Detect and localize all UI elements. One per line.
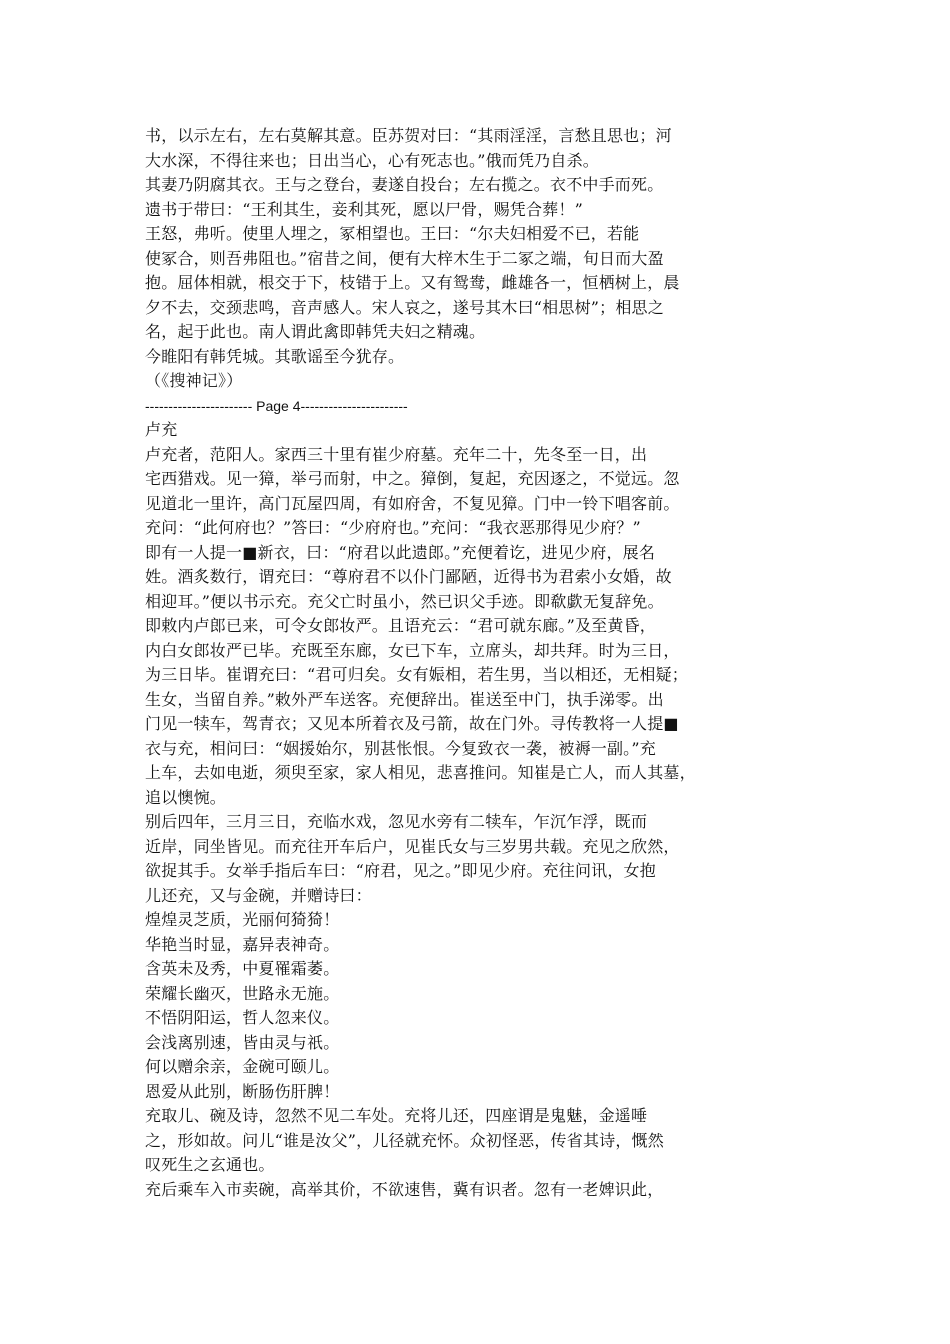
text-line: 即敕内卢郎已来，可令女郎妆严。且语充云：“君可就东廊。”及至黄昏， [145,616,656,635]
text-line: 大水深，不得往来也；日出当心，心有死志也。”俄而凭乃自杀。 [145,150,599,170]
text-line: 欲捉其手。女举手指后车曰：“府君，见之。”即见少府。充往问讯，女抱 [145,861,656,880]
text-line: 华艳当时显，嘉异表神奇。 [145,934,340,954]
text-line: 抱。屈体相就，根交于下，枝错于上。又有鸳鸯，雌雄各一，恒栖树上，晨 [145,273,680,292]
text-line: 门见一犊车，驾青衣；又见本所着衣及弓箭，故在门外。寻传教将一人提■ [145,714,679,733]
text-line: 不悟阴阳运，哲人忽来仪。 [145,1008,340,1027]
text-line: 会浅离别速，皆由灵与祇。 [145,1032,340,1052]
text-line: 内白女郎妆严已毕。充既至东廊，女已下车，立席头，却共拜。时为三日， [145,640,680,660]
text-line: 书，以示左右，左右莫解其意。臣苏贺对曰：“其雨淫淫，言愁且思也；河 [145,126,672,145]
text-line: 恩爱从此别，断肠伤肝脾！ [145,1081,340,1101]
text-line: 生女，当留自养。”敕外严车送客。充便辞出。崔送至中门，执手涕零。出 [145,689,664,709]
text-line: （《搜神记》） [145,371,243,390]
text-line: 充取儿、碗及诗，忽然不见二车处。充将儿还，四座谓是鬼魅，金遥唾 [145,1106,648,1125]
text-line: 别后四年，三月三日，充临水戏，忽见水旁有二犊车，乍沉乍浮，既而 [145,812,648,831]
text-line: 叹死生之玄通也。 [145,1155,275,1174]
text-line: 即有一人提一■新衣，曰：“府君以此遗郎。”充便着讫，进见少府，展名 [145,542,656,562]
text-line: 何以赠余亲，金碗可颐儿。 [145,1057,340,1076]
text-line: 含英未及秀，中夏罹霜萎。 [145,959,340,978]
text-line: 为三日毕。崔谓充曰：“君可归矣。女有娠相，若生男，当以相还，无相疑； [145,665,688,684]
text-line: 相迎耳。”便以书示充。充父亡时虽小，然已识父手迹。即欷歔无复辞免。 [145,591,664,611]
text-line: 儿还充，又与金碗，并赠诗曰： [145,885,372,905]
text-line: 使冢合，则吾弗阻也。”宿昔之间，便有大梓木生于二冢之端，旬日而大盈 [145,248,664,268]
text-line: 近岸，同坐皆见。而充往开车后户，见崔氏女与三岁男共载。充见之欣然， [145,836,680,856]
page-separator: ----------------------- Page 4----------------------- [145,397,408,414]
text-line: 上车，去如电逝，须臾至家，家人相见，悲喜推问。知崔是亡人，而人其墓， [145,763,696,782]
document-text [145,124,865,1202]
text-line: 充后乘车入市卖碗，高举其价，不欲速售，冀有识者。忽有一老婢识此， [145,1179,664,1199]
text-line: 今睢阳有韩凭城。其歌谣至今犹存。 [145,346,405,366]
text-line: 宅西猎戏。见一獐，举弓而射，中之。獐倒，复起，充因逐之，不觉远。忽 [145,469,680,488]
text-line: 遗书于带曰：“王利其生，妾利其死，愿以尸骨，赐凭合葬！” [145,199,583,219]
text-line: 充问：“此何府也？”答曰：“少府府也。”充问：“我衣恶那得见少府？” [145,518,641,537]
text-line: 其妻乃阴腐其衣。王与之登台，妻遂自投台；左右揽之。衣不中手而死。 [145,175,664,194]
text-line: 荣耀长幽灭，世路永无施。 [145,983,340,1003]
text-line: 名，起于此也。南人谓此禽即韩凭夫妇之精魂。 [145,322,486,341]
text-line: 卢充者，范阳人。家西三十里有崔少府墓。充年二十，先冬至一日，出 [145,444,648,464]
text-line: 夕不去，交颈悲鸣，音声感人。宋人哀之，遂号其木曰“相思树”；相思之 [145,297,664,317]
text-line: 卢充 [145,420,178,439]
text-line: 姓。酒炙数行，谓充曰：“尊府君不以仆门鄙陋，近得书为君索小女婚，故 [145,567,672,586]
text-line: 之，形如故。问儿“谁是汝父”，儿径就充怀。众初怪恶，传省其诗，慨然 [145,1130,664,1150]
text-line: 见道北一里许，高门瓦屋四周，有如府舍，不复见獐。门中一铃下唱客前。 [145,493,680,513]
text-line: 王怒，弗听。使里人埋之，冢相望也。王曰：“尔夫妇相爱不已，若能 [145,224,640,243]
text-line: 追以懊惋。 [145,787,227,807]
text-line: 煌煌灵芝质，光丽何猗猗！ [145,910,340,929]
text-line: 衣与充，相问曰：“姻援始尔，别甚怅恨。今复致衣一袭，被褥一副。”充 [145,738,656,758]
